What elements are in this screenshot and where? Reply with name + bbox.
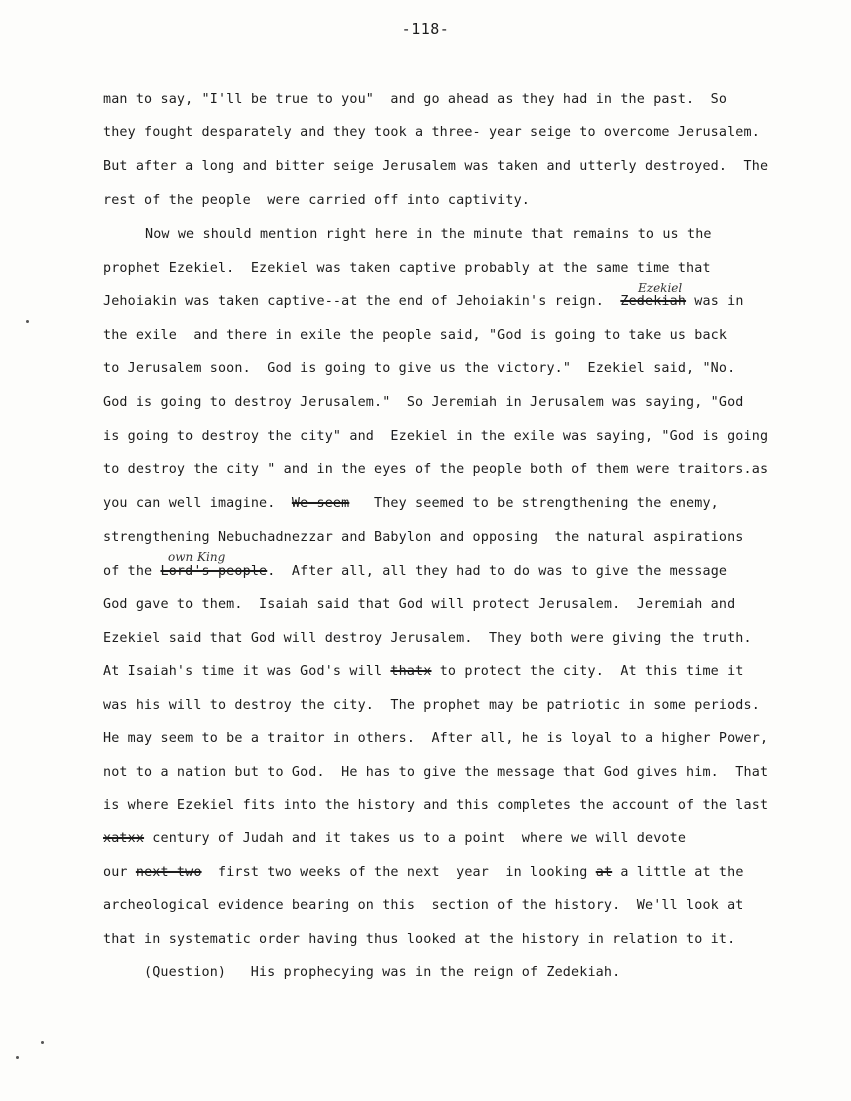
- struck-text: Lord's people: [160, 564, 268, 579]
- text-line: But after a long and bitter seige Jerusalem was taken and utterly destroyed. The: [103, 159, 769, 174]
- text-segment: of the: [103, 564, 161, 579]
- struck-text: thatx: [390, 664, 432, 679]
- text-line: that in systematic order having thus looked at the history in relation to it.: [103, 932, 736, 947]
- text-line: [103, 294, 744, 309]
- text-line: God gave to them. Isaiah said that God will protect Jerusalem. Jeremiah and: [103, 597, 736, 612]
- paper-speck: [26, 320, 29, 323]
- text-line: rest of the people were carried off into captivity.: [103, 193, 531, 208]
- text-line: strengthening Nebuchadnezzar and Babylon and opposing the natural aspirations: [103, 530, 744, 545]
- struck-text: next two: [135, 865, 202, 880]
- paper-speck: [41, 1041, 44, 1044]
- text-line: the exile and there in exile the people said, "God is going to take us back: [103, 328, 728, 343]
- text-line: archeological evidence bearing on this section of the history. We'll look at: [103, 898, 744, 913]
- text-line: God is going to destroy Jerusalem." So Jeremiah in Jerusalem was saying, "God: [103, 395, 744, 410]
- text-line: they fought desparately and they took a three- year seige to overcome Jerusalem.: [103, 125, 760, 140]
- text-segment: you can well imagine.: [103, 496, 292, 511]
- struck-text: at: [595, 865, 613, 880]
- text-segment: They seemed to be strengthening the enemy,: [349, 496, 719, 511]
- text-line: was his will to destroy the city. The prophet may be patriotic in some periods.: [103, 698, 760, 713]
- text-line: to destroy the city " and in the eyes of the people both of them were traitors.as: [103, 462, 769, 477]
- text-segment: to protect the city. At this time it: [431, 664, 744, 679]
- text-segment: At Isaiah's time it was God's will: [103, 664, 391, 679]
- text-line: (Question) His prophecying was in the reign of Zedekiah.: [144, 965, 621, 980]
- text-line: [103, 831, 686, 846]
- text-line: not to a nation but to God. He has to give the message that God gives him. That: [103, 765, 769, 780]
- handwritten-correction: Ezekiel: [638, 281, 683, 295]
- text-segment: century of Judah and it takes us to a point where we will devote: [144, 831, 687, 846]
- struck-text: Zedekiah: [620, 294, 687, 309]
- text-segment: was in: [686, 294, 744, 309]
- text-line: is going to destroy the city" and Ezekiel in the exile was saying, "God is going: [103, 429, 769, 444]
- paper-speck: [16, 1056, 19, 1059]
- text-segment: a little at the: [612, 865, 744, 880]
- text-segment: first two weeks of the next year in looking: [201, 865, 596, 880]
- text-line: [103, 865, 744, 880]
- text-segment: . After all, all they had to do was to give the message: [267, 564, 728, 579]
- text-line: prophet Ezekiel. Ezekiel was taken captive probably at the same time that: [103, 261, 711, 276]
- text-line: Ezekiel said that God will destroy Jerusalem. They both were giving the truth.: [103, 631, 752, 646]
- text-line: to Jerusalem soon. God is going to give us the victory." Ezekiel said, "No.: [103, 361, 736, 376]
- text-line: man to say, "I'll be true to you" and go ahead as they had in the past. So: [103, 92, 728, 107]
- page-number: -118-: [401, 20, 450, 38]
- handwritten-correction: own King: [168, 550, 226, 564]
- text-line: [103, 664, 744, 679]
- struck-text: We seem: [291, 496, 350, 511]
- text-line: He may seem to be a traitor in others. After all, he is loyal to a higher Power,: [103, 731, 769, 746]
- text-line: is where Ezekiel fits into the history and this completes the account of the last: [103, 798, 769, 813]
- text-segment: our: [103, 865, 136, 880]
- text-segment: Jehoiakin was taken captive--at the end of Jehoiakin's reign.: [103, 294, 621, 309]
- text-line: Now we should mention right here in the minute that remains to us the: [145, 227, 712, 242]
- struck-text: xatxx: [103, 831, 145, 846]
- text-line: [103, 496, 719, 511]
- text-line: [103, 564, 727, 579]
